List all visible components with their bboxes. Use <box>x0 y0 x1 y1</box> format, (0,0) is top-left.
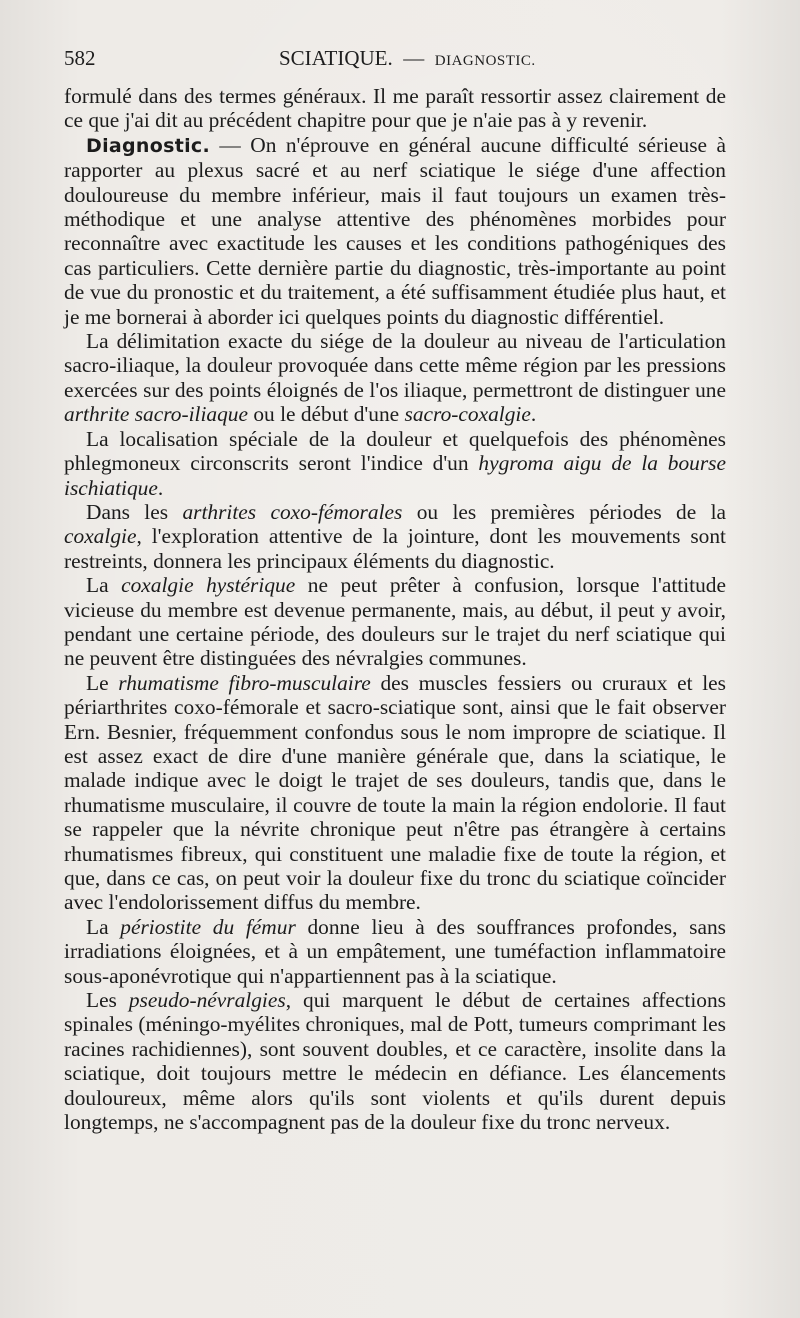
section-heading: Diagnostic. <box>86 134 210 157</box>
paragraph-text: , l'exploration attentive de la jointure, dont les mouvements sont restreints, donnera les principaux éléments du diagnostic. <box>64 524 726 573</box>
paragraph-text: La localisation spéciale de la douleur et quelquefois des phénomènes phlegmoneux circonscrits seront l'indice d'un <box>64 426 726 476</box>
paragraph-coxalgie-hysterique <box>64 573 726 671</box>
paragraph-coxo-femorales <box>64 500 726 573</box>
term-italic: périostite du fémur <box>120 914 296 939</box>
paragraph-text: donne lieu à des souffrances profondes, sans irradiations éloignées, et à un empâtement, une tuméfaction inflammatoire sous-aponévrotique qui n'appartiennent pas à la sciatique. <box>64 914 726 988</box>
term-italic: hygroma aigu de la bourse ischiatique <box>64 451 727 500</box>
paragraph-text: ne peut prêter à confusion, lorsque l'attitude vicieuse du membre est devenue permanente, mais, au début, il peut y avoir, pendant une certaine période, des douleurs sur le trajet du nerf sciatique qui ne peuvent être distinguées des névralgies communes. <box>64 573 726 671</box>
paragraph-text: La <box>86 914 109 939</box>
paragraph-text: La délimitation exacte du siége de la douleur au niveau de l'articulation sacro-iliaque, la douleur provoquée dans cette même région par les pressions exercées sur des points éloignés de l'os iliaque, permettront de distinguer une <box>64 329 726 402</box>
term-italic: rhumatisme fibro-musculaire <box>118 670 371 695</box>
paragraph-rhumatisme <box>64 671 726 915</box>
paragraph-text: Les <box>86 988 117 1013</box>
heading-dash: — <box>219 132 241 157</box>
running-title <box>279 46 536 71</box>
paragraph-text: des muscles fessiers ou cruraux et les périarthrites coxo-fémorale et sacro-sciatique sont, ainsi que le fait observer Ern. Besnier, fréquemment confondus sous le nom impropre de sciatique. Il est assez exact de dire d'une manière générale que, dans la sciatique, le malade indique avec le doigt le trajet de ses douleurs, tandis que, dans le rhumatisme musculaire, il couvre de toute la main la région endolorie. Il faut se rappeler que la névrite chronique peut n'être pas étrangère à certains rhumatismes fibreux, qui constituent une maladie fixe de toute la région, et que, dans ce cas, on peut voir la douleur fixe du tronc du sciatique coïncider avec l'endolorissement diffus du membre. <box>64 670 726 915</box>
paragraph-text: On n'éprouve en général aucune difficulté sérieuse à rapporter au plexus sacré et au nerf sciatique le siége d'une affection douloureuse du membre inférieur, mais il faut toujours un examen très-méthodique et une analyse attentive des phénomènes morbides pour reconnaître avec exactitude les causes et les conditions pathogéniques des cas particuliers. Cette dernière partie du diagnostic, très-importante au point de vue du pronostic et du traitement, a été suffisamment étudiée plus haut, et je me bornerai à aborder ici quelques points du diagnostic différentiel. <box>64 132 726 329</box>
paragraph-text: ou le début d'une <box>253 402 400 427</box>
term-italic: coxalgie hystérique <box>121 573 296 598</box>
title-separator: — <box>403 46 425 70</box>
chapter-title: SCIATIQUE. <box>279 46 393 70</box>
paragraph-text: . <box>157 475 164 500</box>
paragraph-sacro-iliaque <box>64 329 726 427</box>
paragraph-text: formulé dans des termes généraux. Il me paraît ressortir assez clairement de ce que j'ai dit au précédent chapitre pour que je n'aie pas à y revenir. <box>64 84 726 133</box>
paragraph-text: La <box>86 573 109 598</box>
paragraph-text: , qui marquent le début de certaines affections spinales (méningo-myélites chroniques, mal de Pott, tumeurs comprimant les racines rachidiennes), sont souvent doubles, et ce caractère, insolite dans la sciatique, doit toujours mettre le médecin en défiance. Les élancements douloureux, même alors qu'ils sont violents et qu'ils durent depuis longtemps, ne s'accompagnent pas de la douleur fixe du tronc nerveux. <box>64 988 726 1135</box>
term-italic: arthrites coxo-fémorales <box>182 499 403 524</box>
running-header <box>64 46 724 76</box>
page-number: 582 <box>64 46 96 70</box>
term-italic: pseudo-névralgies <box>128 988 286 1013</box>
paragraph-hygroma <box>64 427 726 500</box>
paragraph-diagnostic <box>64 133 726 329</box>
body-text <box>64 84 726 1134</box>
section-subtitle: DIAGNOSTIC. <box>434 53 536 69</box>
paragraph-pseudo-nevralgies <box>64 988 726 1134</box>
paragraph-text: ou les premières périodes de la <box>416 499 727 524</box>
term-italic: sacro-coxalgie <box>404 402 531 427</box>
term-italic: arthrite sacro-iliaque <box>64 402 248 427</box>
paragraph-text: . <box>530 402 537 427</box>
paragraph-text: Dans les <box>86 499 169 524</box>
term-italic: coxalgie <box>64 524 137 549</box>
paragraph-text: Le <box>86 670 109 695</box>
paragraph-continuation <box>64 84 726 133</box>
paragraph-periostite <box>64 915 726 988</box>
